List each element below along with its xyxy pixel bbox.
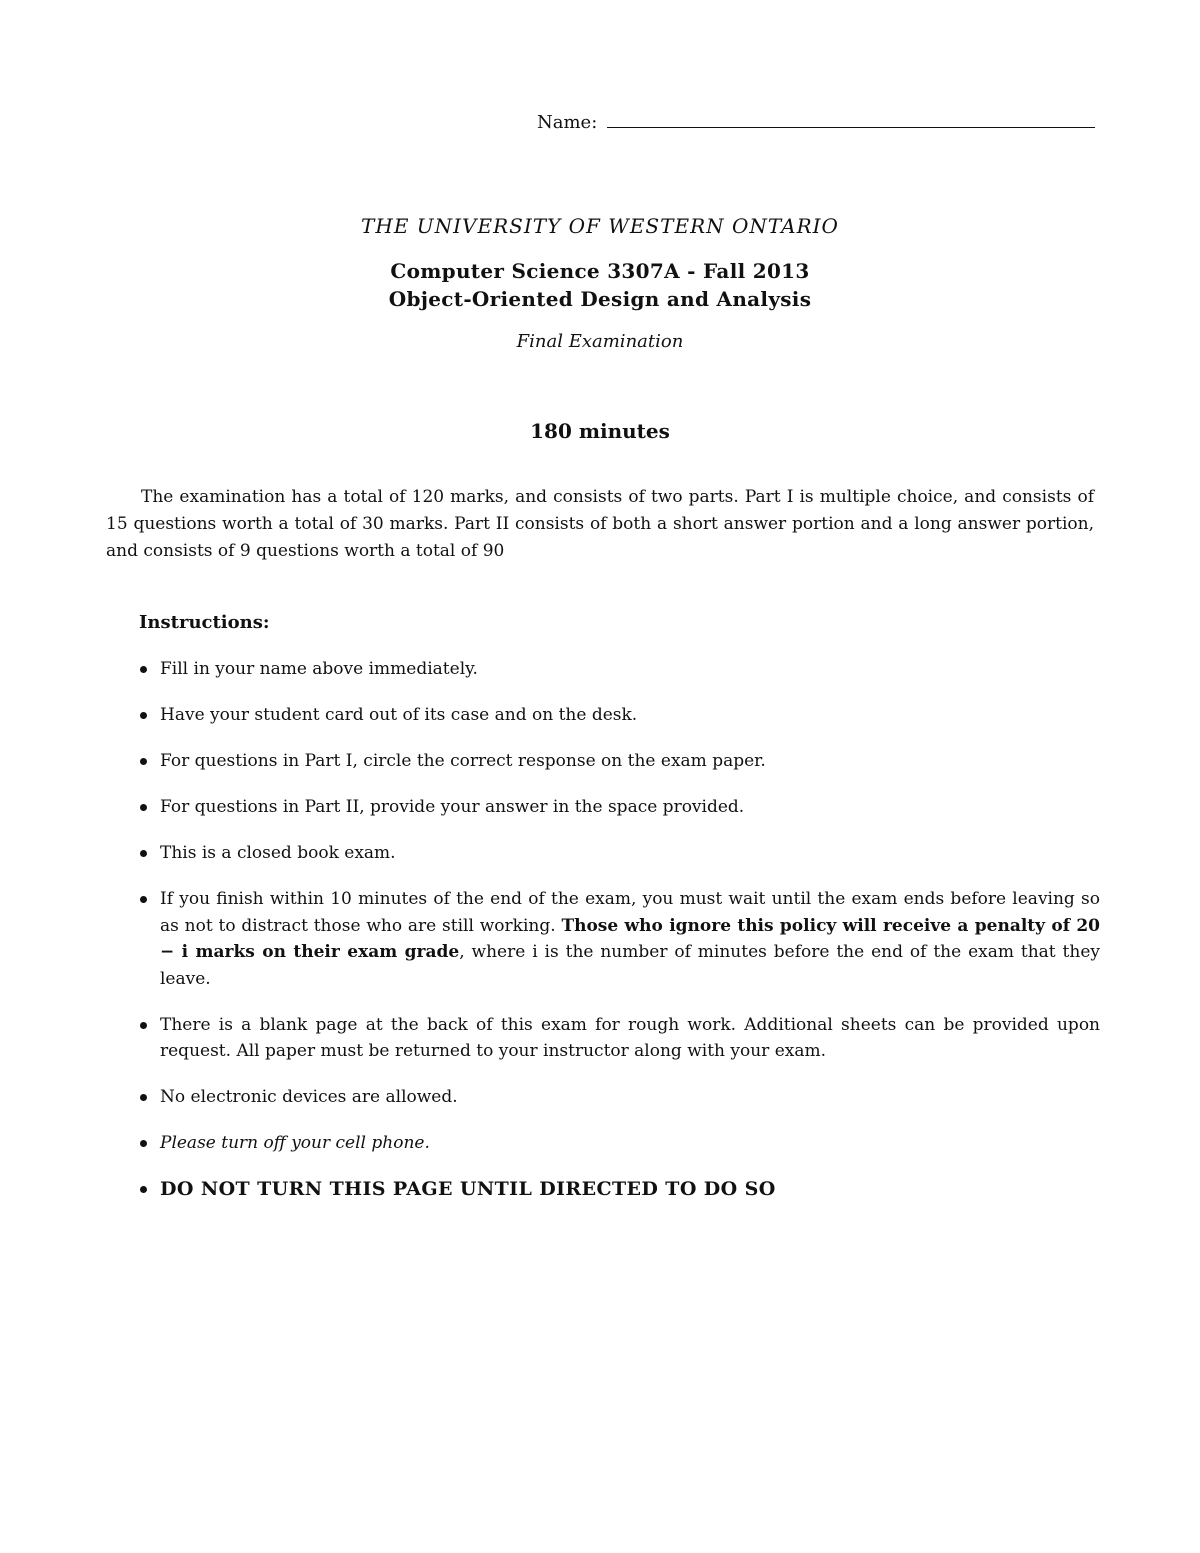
instruction-text: No electronic devices are allowed.: [160, 1087, 458, 1107]
instruction-text: Fill in your name above immediately.: [160, 659, 478, 679]
policy-penalty-text: Those who ignore this policy will receive a penalty of 20 − i marks on their exam grade: [160, 915, 1101, 962]
bullet-icon: [140, 850, 147, 857]
bullet-icon: [140, 1022, 147, 1029]
bullet-icon: [140, 758, 147, 765]
list-item: [138, 656, 1100, 683]
exam-type: Final Examination: [516, 331, 684, 352]
instruction-text: For questions in Part II, provide your answer in the space provided.: [160, 797, 745, 817]
name-field-row: [537, 108, 1097, 134]
instruction-text: Have your student card out of its case and on the desk.: [160, 705, 638, 725]
list-item: [138, 840, 1100, 867]
exam-intro-paragraph: The examination has a total of 120 marks, and consists of two parts. Part I is multiple choice, and consists of 15 questions worth a total of 30 marks. Part II consists of both a short answer portion and a long answer portion, and consists of 9 questions worth a total of 90: [106, 487, 1094, 561]
list-item: [138, 794, 1100, 821]
policy-text-end: , where i is the number of minutes before the end of the exam that they leave.: [160, 942, 1100, 989]
name-label: Name:: [537, 112, 598, 133]
bullet-icon: [140, 804, 147, 811]
bullet-icon: [140, 1186, 147, 1193]
instruction-text: There is a blank page at the back of this exam for rough work. Additional sheets can be provided upon request. All paper must be returned to your instructor along with your exam.: [160, 1014, 1100, 1061]
exam-duration: 180 minutes: [530, 419, 670, 443]
instruction-text: Please turn off your cell phone.: [160, 1133, 430, 1153]
final-warning: DO NOT TURN THIS PAGE UNTIL DIRECTED TO DO SO: [160, 1178, 776, 1200]
list-item-final: [138, 1176, 1100, 1203]
list-item: [138, 1130, 1100, 1157]
bullet-icon: [140, 1140, 147, 1147]
bullet-icon: [140, 1094, 147, 1101]
policy-text: If you finish within 10 minutes of the end of the exam, you must wait until the exam ends before leaving so as not to distract those who are still working.: [160, 889, 1100, 936]
instruction-text: This is a closed book exam.: [160, 843, 396, 863]
course-subtitle: Object-Oriented Design and Analysis: [388, 287, 812, 311]
instructions-list: [138, 656, 1100, 1222]
bullet-icon: [140, 666, 147, 673]
bullet-icon: [140, 896, 147, 903]
bullet-icon: [140, 712, 147, 719]
list-item: [138, 748, 1100, 775]
instructions-heading: Instructions:: [139, 612, 270, 633]
list-item: [138, 702, 1100, 729]
university-title: THE UNIVERSITY OF WESTERN ONTARIO: [361, 214, 839, 238]
list-item: [138, 1084, 1100, 1111]
name-blank-line: [607, 127, 1095, 128]
instruction-text: For questions in Part I, circle the correct response on the exam paper.: [160, 751, 766, 771]
list-item-policy: [138, 886, 1100, 992]
course-title: Computer Science 3307A - Fall 2013: [390, 259, 810, 283]
list-item: [138, 1012, 1100, 1065]
